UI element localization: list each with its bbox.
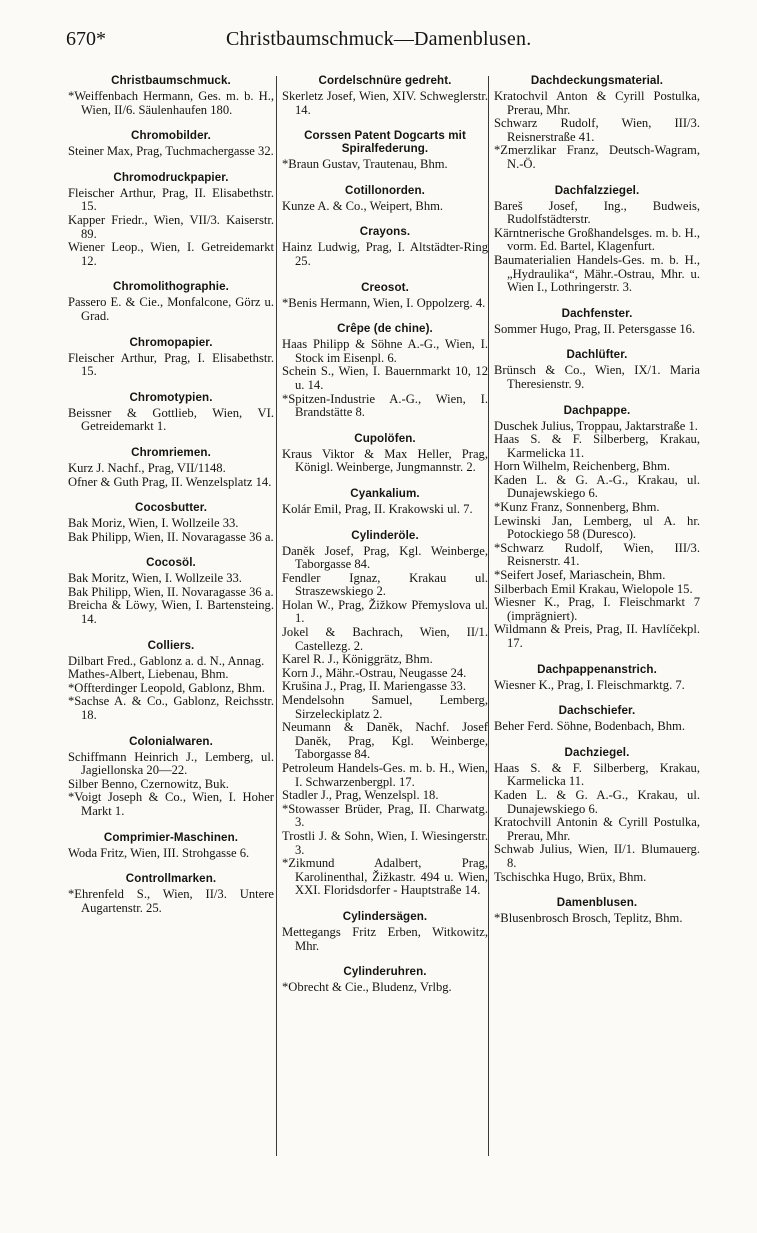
directory-section <box>68 735 274 819</box>
directory-entry: *Seifert Josef, Mariaschein, Bhm. <box>494 568 666 583</box>
directory-entry: Mathes-Albert, Liebenau, Bhm. <box>68 667 229 682</box>
section-heading: Chromopapier. <box>129 335 213 349</box>
directory-section <box>494 348 700 391</box>
directory-section <box>282 910 488 953</box>
directory-entry: Schwarz Rudolf, Wien, III/3. Reisnerstraße 41. <box>494 116 700 144</box>
directory-section <box>494 746 700 884</box>
section-heading: Dachziegel. <box>564 745 630 759</box>
section-heading: Crayons. <box>359 225 411 239</box>
directory-entry: Stadler J., Prag, Wenzelspl. 18. <box>282 788 439 803</box>
directory-entry: Bak Philipp, Wien, II. Novaragasse 36 a. <box>68 584 274 599</box>
directory-section <box>282 129 488 172</box>
directory-entry: Dilbart Fred., Gablonz a. d. N., Annag. <box>68 653 265 668</box>
directory-section <box>494 184 700 295</box>
section-heading: Dachpappe. <box>563 403 631 417</box>
section-heading: Cyankalium. <box>350 486 420 500</box>
directory-entry: Haas S. & F. Silberberg, Krakau, Karmelicka 11. <box>494 760 700 789</box>
section-heading: Corssen Patent Dogcarts mit Spiralfederung. <box>304 129 466 156</box>
directory-entry: Tschischka Hugo, Brüx, Bhm. <box>494 869 647 884</box>
directory-section <box>282 432 488 475</box>
directory-entry: Schwab Julius, Wien, II/1. Blumauerg. 8. <box>494 842 700 870</box>
directory-section <box>68 831 274 861</box>
directory-entry: Baumaterialien Handels-Ges. m. b. H., „Hydraulika“, Mähr.-Ostrau, Mhr. u. Wien I., Lothringerstr. 3. <box>494 252 700 295</box>
directory-entry: Haas S. & F. Silberberg, Krakau, Karmelicka 11. <box>494 432 700 460</box>
directory-entry: Breicha & Löwy, Wien, I. Bartensteing. 14. <box>68 598 274 627</box>
section-heading: Cylinderöle. <box>351 528 419 542</box>
section-heading: Damenblusen. <box>556 896 638 910</box>
directory-section <box>494 307 700 337</box>
directory-entry: Lewinski Jan, Lemberg, ul A. hr. Potockiego 58 (Duresco). <box>494 513 700 542</box>
directory-section <box>282 225 488 268</box>
directory-entry: Woda Fritz, Wien, III. Strohgasse 6. <box>68 845 250 860</box>
directory-entry: Kolár Emil, Prag, II. Krakowski ul. 7. <box>282 501 473 516</box>
section-heading: Dachschiefer. <box>558 704 636 718</box>
section-heading: Dachpappenanstrich. <box>537 662 657 676</box>
directory-entry: *Kunz Franz, Sonnenberg, Bhm. <box>494 500 660 515</box>
directory-entry: Kunze A. & Co., Weipert, Bhm. <box>282 198 444 213</box>
page-header <box>66 20 706 60</box>
directory-entry: Wiener Leop., Wien, I. Getreidemarkt 12. <box>68 240 274 268</box>
section-heading: Chromodruckpapier. <box>113 170 229 184</box>
directory-entry: *Zikmund Adalbert, Prag, Karolinenthal, Žižkastr. 494 u. Wien, XXI. Floridsdorfer - Hauptstraße 14. <box>282 856 488 898</box>
directory-section <box>494 74 700 172</box>
directory-entry: *Stowasser Brüder, Prag, II. Charwatg. 3. <box>282 801 488 830</box>
directory-entry: *Sachse A. & Co., Gablonz, Reichsstr. 18. <box>68 694 274 723</box>
section-heading: Cordelschnüre gedreht. <box>318 74 452 87</box>
directory-entry: Petroleum Handels-Ges. m. b. H., Wien, I. Schwarzenbergpl. 17. <box>282 761 488 789</box>
section-heading: Chromolithographie. <box>113 280 229 294</box>
column-1 <box>68 74 274 1174</box>
directory-entry: Mendelsohn Samuel, Lemberg, Sirzeleckiplatz 2. <box>282 693 488 721</box>
section-heading: Controllmarken. <box>125 872 217 886</box>
directory-entry: Skerletz Josef, Wien, XIV. Schweglerstr. 14. <box>282 89 488 117</box>
directory-entry: Krušina J., Prag, II. Mariengasse 33. <box>282 679 466 694</box>
directory-entry: Wildmann & Preis, Prag, II. Havlíčekpl. 17. <box>494 622 700 650</box>
directory-entry: Beher Ferd. Söhne, Bodenbach, Bhm. <box>494 719 685 734</box>
directory-section <box>282 529 488 898</box>
column-divider <box>488 76 489 1156</box>
directory-section <box>68 501 274 544</box>
section-heading: Colonialwaren. <box>129 734 213 748</box>
section-heading: Cylindersägen. <box>342 909 428 923</box>
directory-section <box>282 74 488 117</box>
directory-entry: Bak Philipp, Wien, II. Novaragasse 36 a. <box>68 529 274 544</box>
directory-entry: *Voigt Joseph & Co., Wien, I. Hoher Markt 1. <box>68 790 274 818</box>
directory-entry: Korn J., Mähr.-Ostrau, Neugasse 24. <box>282 665 467 680</box>
directory-entry: *Braun Gustav, Trautenau, Bhm. <box>282 157 448 172</box>
directory-columns <box>64 74 710 1174</box>
section-heading: Christbaumschmuck. <box>111 74 231 87</box>
directory-entry: Fleischer Arthur, Prag, I. Elisabethstr. 15. <box>68 350 274 379</box>
column-2 <box>282 74 488 1174</box>
section-heading: Dachfalzziegel. <box>554 183 640 197</box>
section-heading: Creosot. <box>361 280 409 294</box>
directory-entry: Hainz Ludwig, Prag, I. Altstädter-Ring 25. <box>282 240 488 268</box>
directory-entry: Brünsch & Co., Wien, IX/1. Maria Theresienstr. 9. <box>494 363 700 391</box>
directory-entry: *Zmerzlikar Franz, Deutsch-Wagram, N.-Ö. <box>494 143 700 171</box>
directory-entry: Jokel & Bachrach, Wien, II/1. Castellezg. 2. <box>282 625 488 653</box>
directory-section <box>68 280 274 323</box>
directory-entry: Neumann & Daněk, Nachf. Josef Daněk, Prag, Kgl. Weinberge, Taborgasse 84. <box>282 720 488 762</box>
directory-section <box>494 404 700 651</box>
directory-entry: *Benis Hermann, Wien, I. Oppolzerg. 4. <box>282 295 486 310</box>
directory-entry: Horn Wilhelm, Reichenberg, Bhm. <box>494 459 671 474</box>
directory-section <box>68 171 274 269</box>
section-heading: Dachdeckungsmaterial. <box>530 74 664 87</box>
section-heading: Cocosbutter. <box>134 501 208 515</box>
directory-entry: Kratochvil Anton & Cyrill Postulka, Prerau, Mhr. <box>494 89 700 117</box>
directory-entry: Karel R. J., Königgrätz, Bhm. <box>282 652 433 667</box>
directory-entry: Haas Philipp & Söhne A.-G., Wien, I. Stock im Eisenpl. 6. <box>282 337 488 365</box>
directory-section <box>282 322 488 420</box>
directory-entry: Fendler Ignaz, Krakau ul. Straszewskiego 2. <box>282 570 488 599</box>
directory-entry: *Blusenbrosch Brosch, Teplitz, Bhm. <box>494 911 683 926</box>
section-heading: Comprimier-Maschinen. <box>103 830 239 844</box>
directory-entry: Kraus Viktor & Max Heller, Prag, Königl. Weinberge, Jungmannstr. 2. <box>282 446 488 475</box>
directory-section <box>494 704 700 734</box>
directory-entry: Beissner & Gottlieb, Wien, VI. Getreidemarkt 1. <box>68 405 274 434</box>
directory-entry: Wiesner K., Prag, I. Fleischmarkt 7 (imprägniert). <box>494 595 700 623</box>
section-heading: Chromriemen. <box>131 445 211 459</box>
section-heading: Chromotypien. <box>129 390 213 404</box>
running-title: Christbaumschmuck—Damenblusen. <box>226 28 532 50</box>
directory-entry: Kärntnerische Großhandelsges. m. b. H., vorm. Ed. Bartel, Klagenfurt. <box>494 225 700 254</box>
directory-entry: Bak Moriz, Wien, I. Wollzeile 33. <box>68 516 239 531</box>
directory-section <box>68 556 274 626</box>
directory-section <box>68 391 274 434</box>
section-heading: Chromobilder. <box>131 129 211 143</box>
section-heading: Crêpe (de chine). <box>337 322 433 336</box>
directory-entry: Silber Benno, Czernowitz, Buk. <box>68 776 229 791</box>
directory-entry: *Schwarz Rudolf, Wien, III/3. Reisnerstr. 41. <box>494 540 700 569</box>
section-heading: Colliers. <box>147 638 195 652</box>
directory-entry: *Spitzen-Industrie A.-G., Wien, I. Brandstätte 8. <box>282 391 488 420</box>
directory-entry: Schein S., Wien, I. Bauernmarkt 10, 12 u. 14. <box>282 364 488 392</box>
directory-entry: Bak Moritz, Wien, I. Wollzeile 33. <box>68 571 242 586</box>
section-heading: Dachlüfter. <box>566 348 628 362</box>
directory-section <box>68 446 274 489</box>
directory-entry: Duschek Julius, Troppau, Jaktarstraße 1. <box>494 418 698 433</box>
directory-entry: Passero E. & Cie., Monfalcone, Görz u. Grad. <box>68 295 274 323</box>
directory-section <box>68 74 274 117</box>
directory-entry: Kaden L. & G. A.-G., Krakau, ul. Dunajewskiego 6. <box>494 787 700 816</box>
directory-entry: *Ehrenfeld S., Wien, II/3. Untere Augartenstr. 25. <box>68 887 274 915</box>
section-heading: Cylinderuhren. <box>343 965 427 979</box>
directory-section <box>68 872 274 915</box>
directory-section <box>68 336 274 379</box>
directory-entry: Bareš Josef, Ing., Budweis, Rudolfstädterstr. <box>494 198 700 227</box>
directory-entry: Wiesner K., Prag, I. Fleischmarktg. 7. <box>494 677 685 692</box>
directory-entry: Mettegangs Fritz Erben, Witkowitz, Mhr. <box>282 924 488 953</box>
directory-entry: *Offterdinger Leopold, Gablonz, Bhm. <box>68 680 266 695</box>
directory-entry: Sommer Hugo, Prag, II. Petersgasse 16. <box>494 321 696 336</box>
directory-section <box>494 663 700 693</box>
directory-section <box>282 281 488 311</box>
column-divider <box>276 76 277 1156</box>
directory-entry: *Weiffenbach Hermann, Ges. m. b. H., Wien, II/6. Säulenhaufen 180. <box>68 89 274 117</box>
directory-section <box>282 965 488 995</box>
directory-section <box>68 129 274 159</box>
directory-section <box>494 896 700 926</box>
directory-section <box>282 184 488 214</box>
directory-entry: Ofner & Guth Prag, II. Wenzelsplatz 14. <box>68 474 272 489</box>
directory-entry: Kaden L. & G. A.-G., Krakau, ul. Dunajewskiego 6. <box>494 472 700 501</box>
directory-entry: Steiner Max, Prag, Tuchmachergasse 32. <box>68 144 274 159</box>
section-heading: Cupolöfen. <box>354 431 416 445</box>
directory-entry: Silberbach Emil Krakau, Wielopole 15. <box>494 581 693 596</box>
directory-entry: Kurz J. Nachf., Prag, VII/1148. <box>68 460 226 475</box>
section-heading: Cocosöl. <box>146 556 196 570</box>
directory-entry: Trostli J. & Sohn, Wien, I. Wiesingerstr. 3. <box>282 828 488 857</box>
directory-entry: Schiffmann Heinrich J., Lemberg, ul. Jagiellonska 20—22. <box>68 749 274 778</box>
directory-section <box>282 487 488 517</box>
page-number: 670* <box>66 28 106 50</box>
directory-entry: Fleischer Arthur, Prag, II. Elisabethstr. 15. <box>68 185 274 214</box>
section-heading: Cotillonorden. <box>345 183 425 197</box>
directory-entry: Kratochvill Antonin & Cyrill Postulka, Prerau, Mhr. <box>494 815 700 843</box>
directory-entry: *Obrecht & Cie., Bludenz, Vrlbg. <box>282 980 452 995</box>
section-heading: Dachfenster. <box>561 306 633 320</box>
directory-entry: Kapper Friedr., Wien, VII/3. Kaiserstr. 89. <box>68 212 274 241</box>
directory-entry: Daněk Josef, Prag, Kgl. Weinberge, Taborgasse 84. <box>282 543 488 572</box>
column-3 <box>494 74 700 1174</box>
directory-section <box>68 639 274 723</box>
directory-entry: Holan W., Prag, Žižkow Přemyslova ul. 1. <box>282 597 488 626</box>
